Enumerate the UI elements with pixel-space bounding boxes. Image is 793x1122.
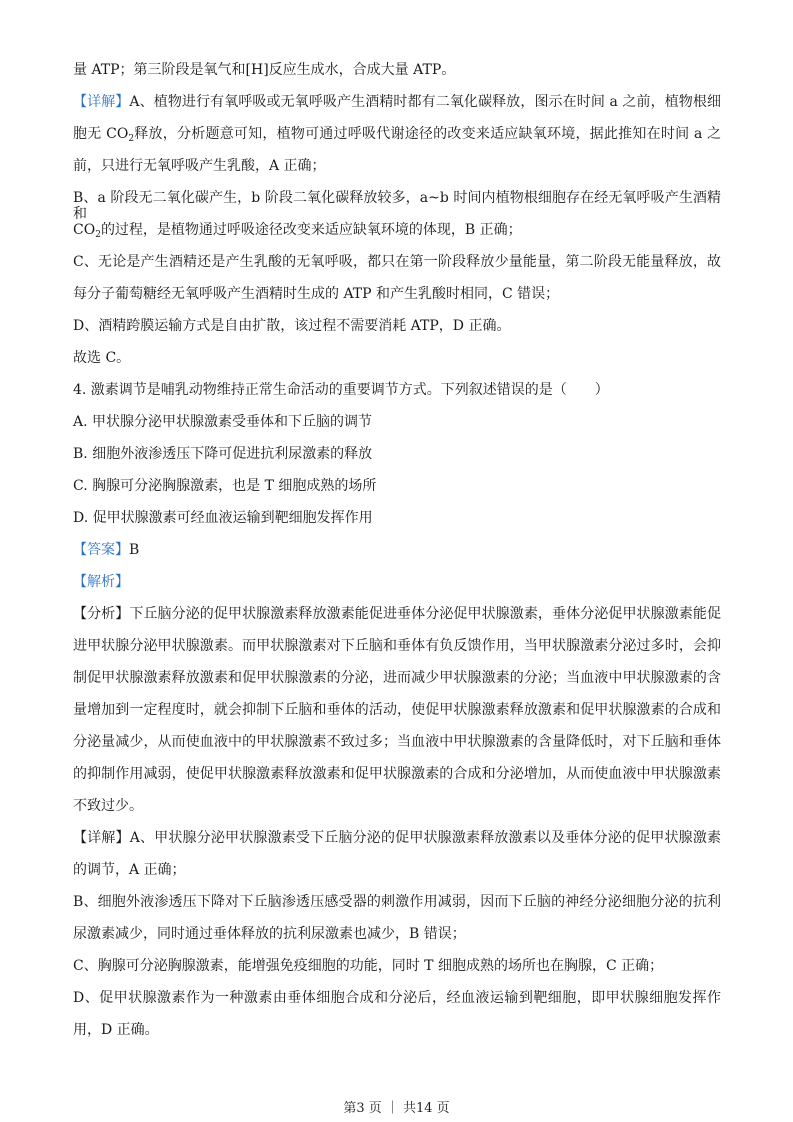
text-fragment: A、甲状腺分泌甲状腺激素受下丘脑分泌的促甲状腺激素释放激素以及垂体分泌的促甲状腺激素 bbox=[129, 830, 722, 846]
text-line bbox=[73, 606, 721, 622]
text-line: 量 ATP；第三阶段是氧气和[H]反应生成水，合成大量 ATP。 bbox=[73, 62, 456, 78]
text-line: 每分子葡萄糖经无氧呼吸产生酒精时生成的 ATP 和产生乳酸时相同，C 错误； bbox=[73, 286, 560, 302]
option-b: B. 细胞外液渗透压下降可促进抗利尿激素的释放 bbox=[73, 446, 373, 462]
text-line: D、促甲状腺激素作为一种激素由垂体细胞合成和分泌后，经血液运输到靶细胞，即甲状腺细胞发挥作 bbox=[73, 990, 721, 1006]
page-number-footer: 第3 页 ｜ 共14 页 bbox=[343, 1101, 450, 1116]
option-a: A. 甲状腺分泌甲状腺激素受垂体和下丘脑的调节 bbox=[73, 414, 373, 430]
text-line: 进甲状腺分泌甲状腺激素。而甲状腺激素对下丘脑和垂体有负反馈作用，当甲状腺激素分泌过多时，会抑 bbox=[73, 638, 721, 654]
text-line: B、a 阶段无二氧化碳产生，b 阶段二氧化碳释放较多，a~b 时间内植物根细胞存在经无氧呼吸产生酒精和 bbox=[73, 190, 721, 222]
text-line: C、胸腺可分泌胸腺激素，能增强免疫细胞的功能，同时 T 细胞成熟的场所也在胸腺，C 正确； bbox=[73, 958, 664, 974]
text-line bbox=[73, 94, 721, 110]
text-line bbox=[73, 126, 721, 142]
detail-sub-tag: 【详解】 bbox=[73, 830, 130, 846]
text-fragment: 胞无 CO bbox=[73, 126, 129, 142]
text-fragment: 的过程，是植物通过呼吸途径改变来适应缺氧环境的体现，B 正确； bbox=[100, 222, 522, 238]
text-fragment: 释放，分析题意可知，植物可通过呼吸代谢途径的改变来适应缺氧环境，据此推知在时间 a 之 bbox=[134, 126, 722, 142]
text-fragment: 下丘脑分泌的促甲状腺激素释放激素能促进垂体分泌促甲状腺激素，垂体分泌促甲状腺激素能促 bbox=[129, 606, 722, 622]
text-line: 的调节，A 正确； bbox=[73, 862, 186, 878]
text-line: 制促甲状腺激素释放激素和促甲状腺激素的分泌，进而减少甲状腺激素的分泌；当血液中甲状腺激素的含 bbox=[73, 670, 721, 686]
page-content bbox=[73, 62, 721, 1038]
subscript: 2 bbox=[95, 230, 101, 240]
text-line: 不致过少。 bbox=[73, 798, 143, 814]
text-line: C、无论是产生酒精还是产生乳酸的无氧呼吸，都只在第一阶段释放少量能量，第二阶段无能量释放，故 bbox=[73, 254, 721, 270]
analysis-sub-tag: 【分析】 bbox=[73, 606, 130, 622]
text-line: 量增加到一定程度时，就会抑制下丘脑和垂体的活动，使促甲状腺激素释放激素和促甲状腺激素的合成和 bbox=[73, 702, 721, 718]
analysis-heading bbox=[73, 574, 721, 590]
text-line: B、细胞外液渗透压下降对下丘脑渗透压感受器的刺激作用减弱，因而下丘脑的神经分泌细胞分泌的抗利 bbox=[73, 894, 721, 910]
option-c: C. 胸腺可分泌胸腺激素，也是 T 细胞成熟的场所 bbox=[73, 478, 377, 494]
text-line bbox=[73, 830, 721, 846]
text-line: 的抑制作用减弱，使促甲状腺激素释放激素和促甲状腺激素的合成和分泌增加，从而使血液中甲状腺激素 bbox=[73, 766, 721, 782]
subscript: 2 bbox=[128, 134, 135, 144]
answer-tag: 【答案】 bbox=[73, 542, 129, 558]
text-line: D、酒精跨膜运输方式是自由扩散，该过程不需要消耗 ATP，D 正确。 bbox=[73, 318, 511, 334]
text-line: 用，D 正确。 bbox=[73, 1022, 159, 1038]
text-fragment: CO bbox=[73, 222, 96, 238]
text-line: 分泌量减少，从而使血液中的甲状腺激素不致过多；当血液中甲状腺激素的含量降低时，对下丘脑和垂体 bbox=[73, 734, 721, 750]
question-stem: 4. 激素调节是哺乳动物维持正常生命活动的重要调节方式。下列叙述错误的是（ ） bbox=[73, 382, 609, 398]
answer-value: B bbox=[129, 542, 140, 558]
answer-line bbox=[73, 542, 721, 558]
text-line: 故选 C。 bbox=[73, 350, 131, 366]
option-d: D. 促甲状腺激素可经血液运输到靶细胞发挥作用 bbox=[73, 510, 373, 526]
analysis-tag: 【解析】 bbox=[73, 574, 129, 590]
detail-tag: 【详解】 bbox=[73, 94, 130, 110]
text-fragment: A、植物进行有氧呼吸或无氧呼吸产生酒精时都有二氧化碳释放，图示在时间 a 之前，植物根细 bbox=[129, 94, 721, 110]
text-line bbox=[73, 222, 721, 238]
text-line: 尿激素减少，同时通过垂体释放的抗利尿激素也减少，B 错误； bbox=[73, 926, 466, 942]
text-line: 前，只进行无氧呼吸产生乳酸，A 正确； bbox=[73, 158, 326, 174]
